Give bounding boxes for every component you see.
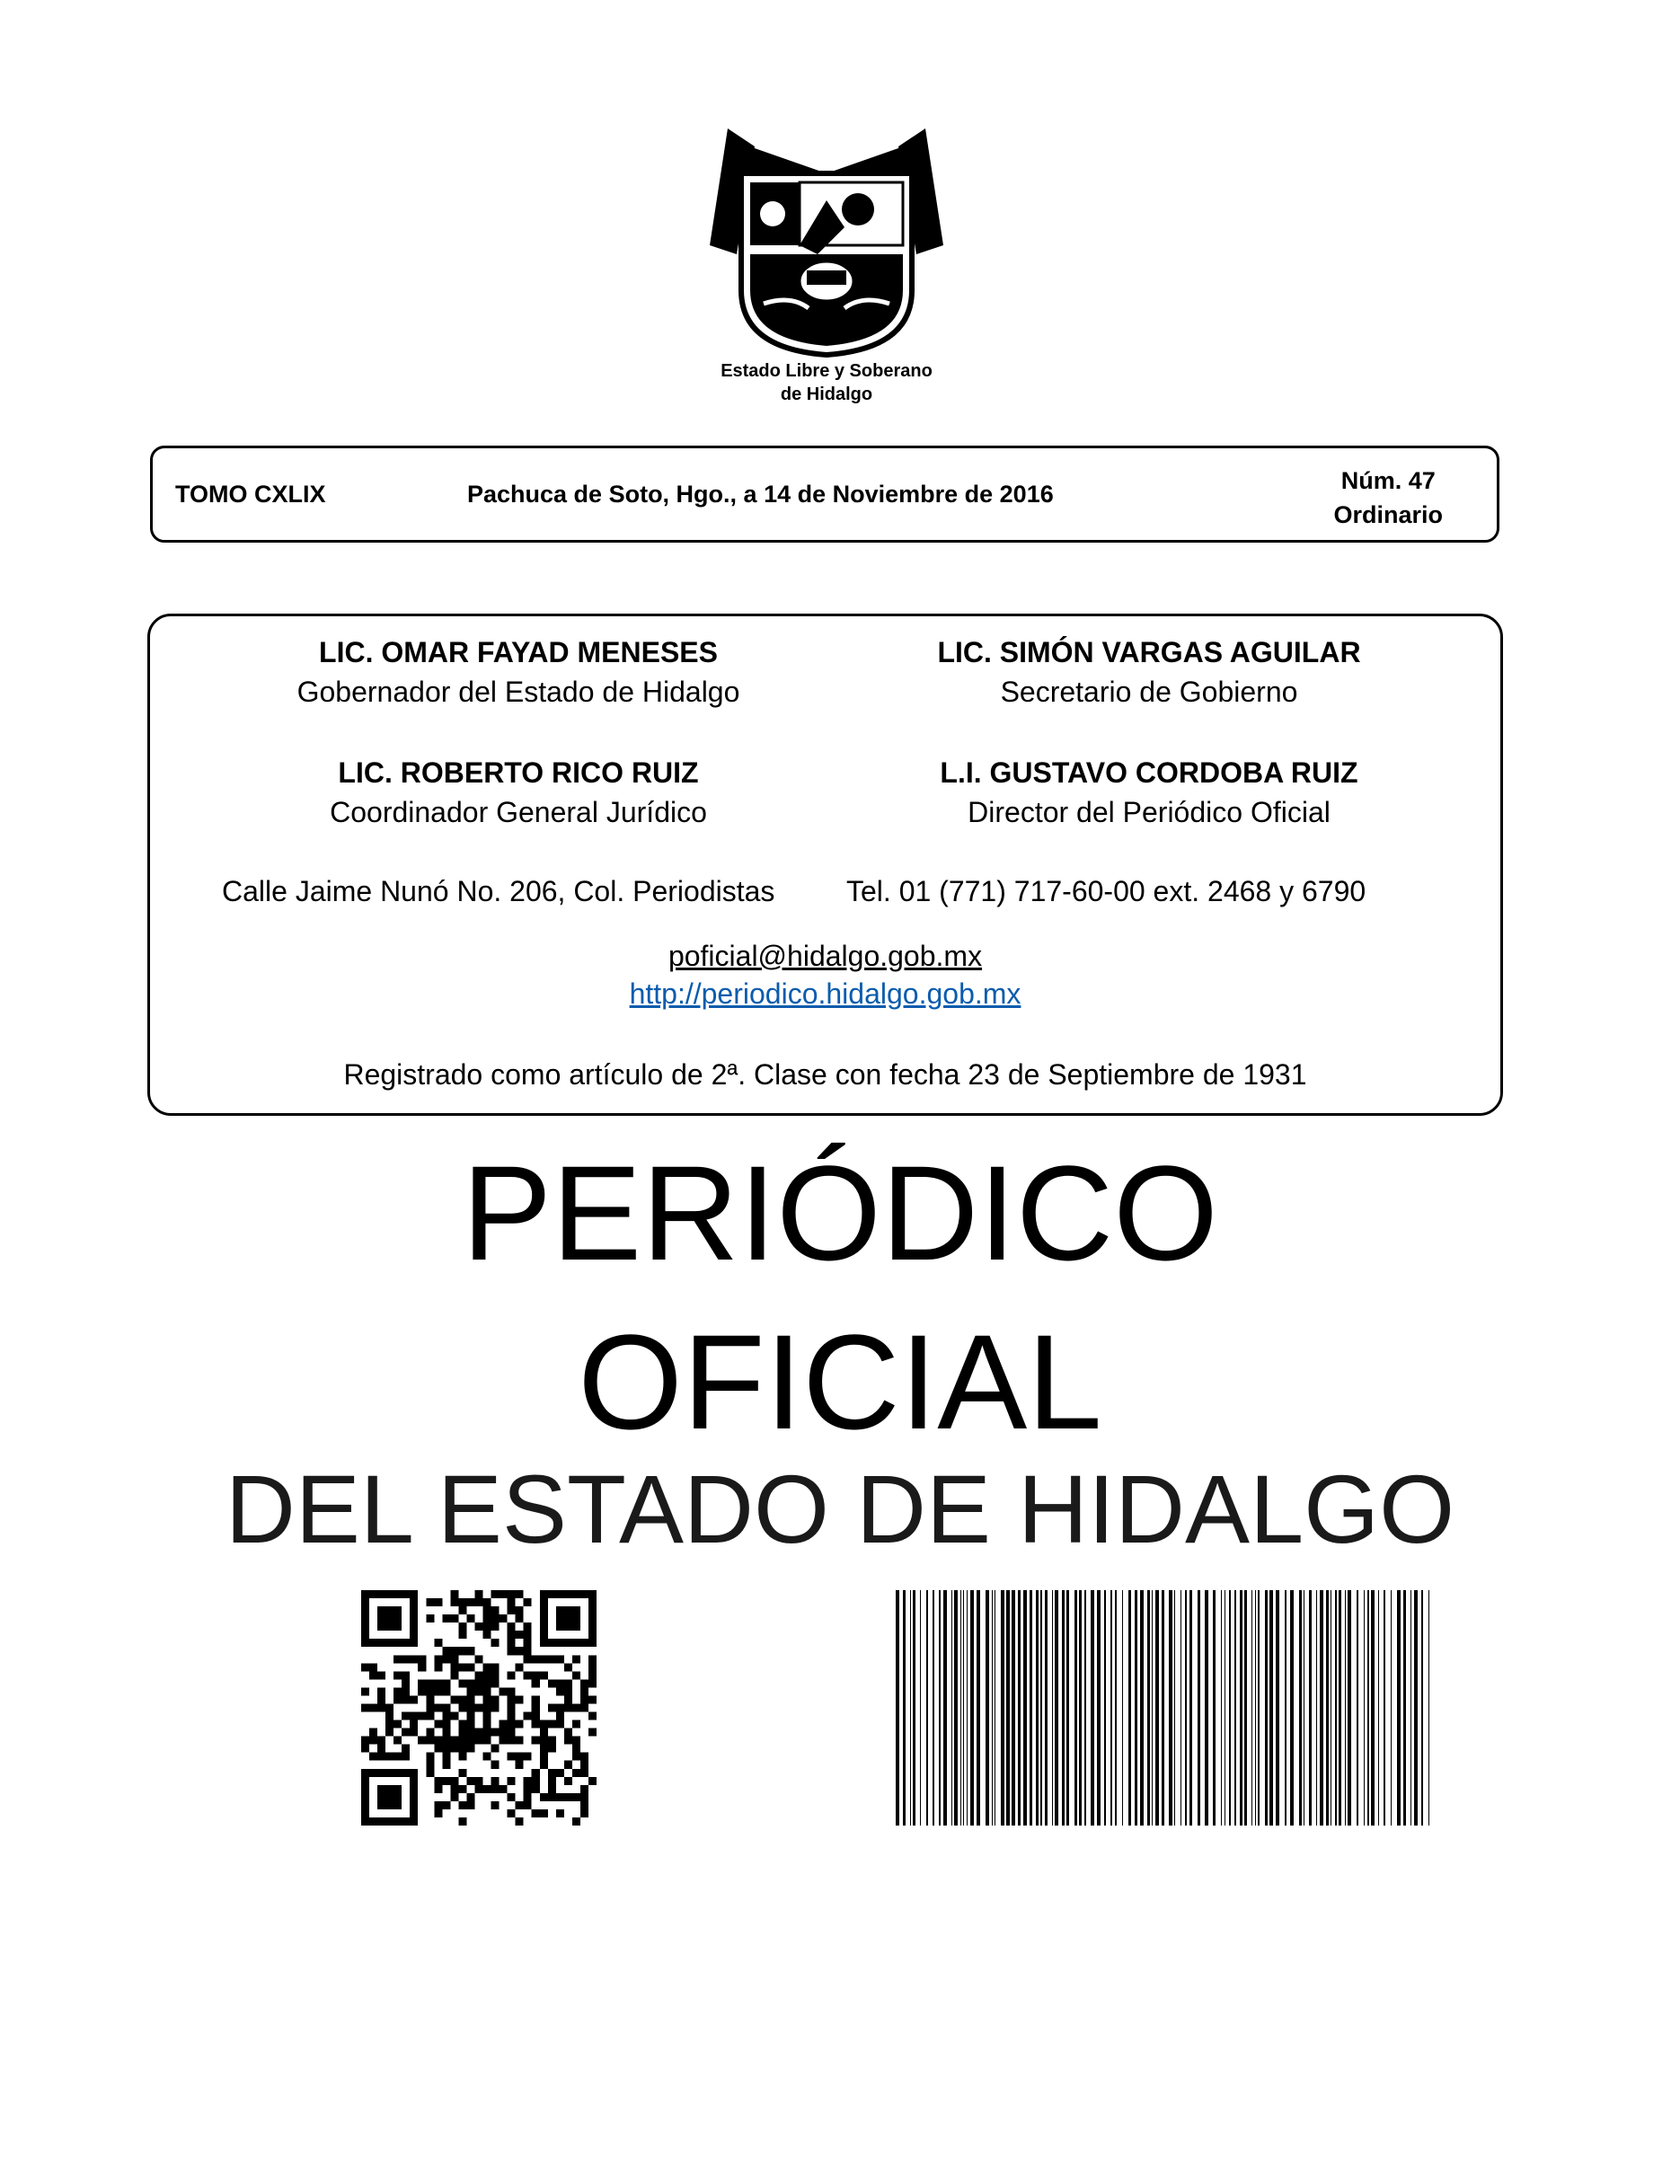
official-secretary <box>880 632 1419 712</box>
issue-header-box <box>150 446 1499 543</box>
website-row <box>150 977 1500 1011</box>
registration-note: Registrado como artículo de 2ª. Clase con fecha 23 de Septiembre de 1931 <box>343 1058 1307 1091</box>
barcode-icon <box>896 1590 1441 1826</box>
official-legal-coordinator <box>249 753 788 832</box>
email-row <box>150 940 1500 973</box>
crest-caption-line1: Estado Libre y Soberano <box>721 361 933 381</box>
email-link[interactable]: poficial@hidalgo.gob.mx <box>668 940 983 972</box>
title-line1: PERIÓDICO <box>462 1137 1218 1288</box>
title-line3: DEL ESTADO DE HIDALGO <box>225 1455 1455 1563</box>
phone: Tel. 01 (771) 717-60-00 ext. 2468 y 6790 <box>846 875 1366 907</box>
official-role: Gobernador del Estado de Hidalgo <box>296 676 740 708</box>
issue-number: Núm. 47 <box>1340 467 1436 494</box>
official-name: LIC. OMAR FAYAD MENESES <box>319 636 718 668</box>
edition-type: Ordinario <box>1333 501 1443 528</box>
official-role: Secretario de Gobierno <box>1000 676 1298 708</box>
official-role: Coordinador General Jurídico <box>330 796 707 828</box>
crest-caption-line2: de Hidalgo <box>780 385 873 404</box>
address: Calle Jaime Nunó No. 206, Col. Periodistas <box>222 875 775 907</box>
state-coat-of-arms-icon <box>701 119 952 362</box>
issue-number-block <box>1333 464 1443 532</box>
official-name: LIC. SIMÓN VARGAS AGUILAR <box>937 636 1361 668</box>
official-name: LIC. ROBERTO RICO RUIZ <box>338 756 699 789</box>
official-governor <box>249 632 788 712</box>
website-link[interactable]: http://periodico.hidalgo.gob.mx <box>629 977 1021 1010</box>
place-and-date: Pachuca de Soto, Hgo., a 14 de Noviembre de 2016 <box>467 481 1054 508</box>
official-name: L.I. GUSTAVO CORDOBA RUIZ <box>940 756 1358 789</box>
official-role: Director del Periódico Oficial <box>968 796 1331 828</box>
title-line2: OFICIAL <box>578 1306 1102 1457</box>
crest-caption <box>660 359 993 406</box>
volume-number: TOMO CXLIX <box>175 481 326 508</box>
qr-code-icon <box>361 1590 597 1826</box>
officials-box <box>147 614 1503 1116</box>
official-director <box>880 753 1419 832</box>
